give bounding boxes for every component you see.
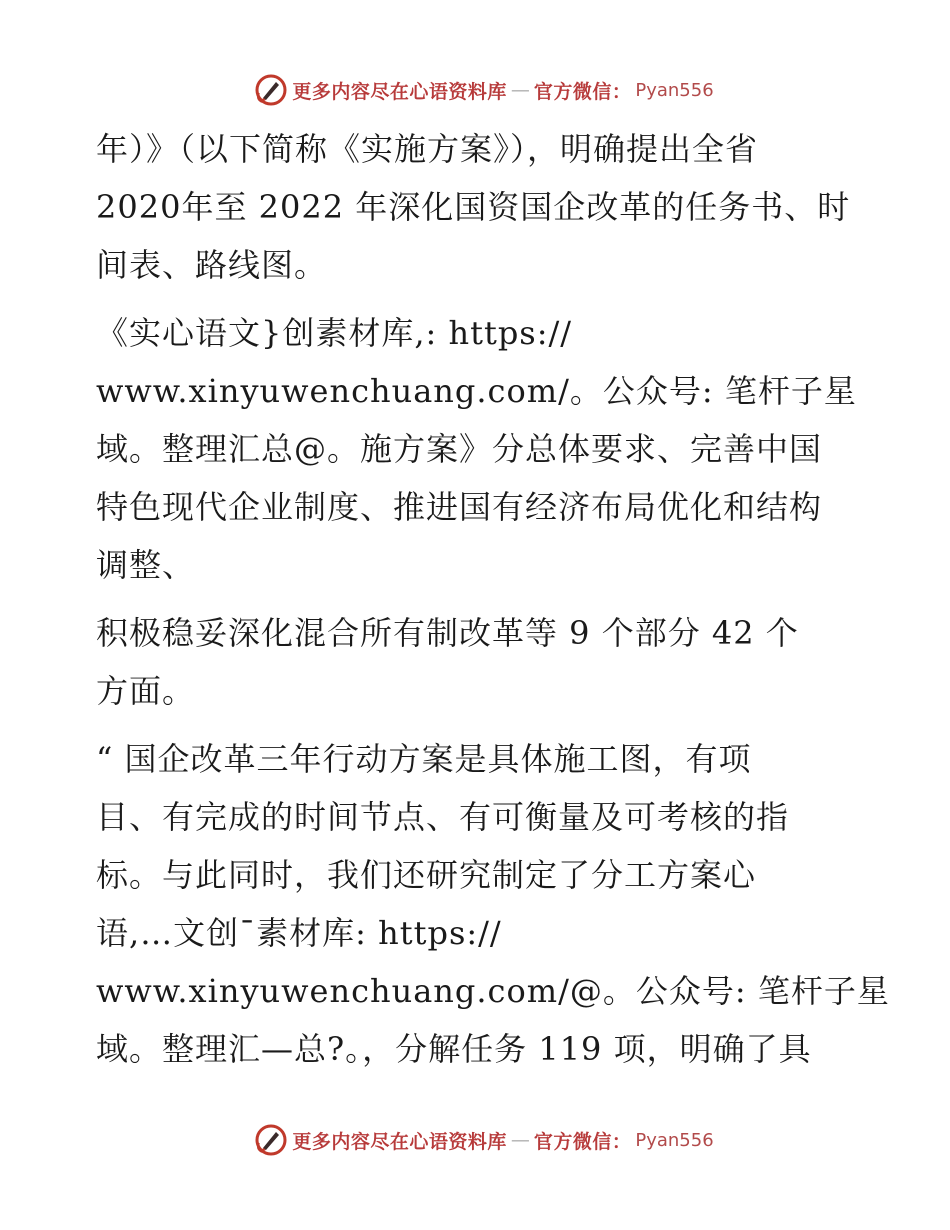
paragraph-gap	[96, 294, 866, 304]
quill-pen-logo-icon	[254, 1123, 288, 1157]
header-brand-text: 更多内容尽在心语资料库	[292, 80, 507, 103]
paragraph-gap	[96, 594, 866, 604]
footer-separator: —	[510, 1129, 530, 1151]
text-line: 特色现代企业制度、推进国有经济布局优化和结构	[96, 488, 823, 526]
text-line: 积极稳妥深化混合所有制改革等 9 个部分 42 个	[96, 614, 799, 652]
quill-pen-logo-icon	[254, 73, 288, 107]
paragraph-4	[96, 730, 890, 1078]
footer-banner-inner	[254, 1123, 713, 1157]
text-line: 域。整理汇—总?。，分解任务 119 项，明确了具	[96, 1030, 812, 1068]
header-wechat-label: 官方微信：	[533, 80, 632, 103]
text-line: 间表、路线图。	[96, 246, 328, 284]
footer-banner	[0, 1120, 950, 1160]
header-banner-inner	[254, 73, 713, 107]
paragraph-2	[96, 304, 866, 594]
text-line: www.xinyuwenchuang.com/。公众号: 笔杆子星	[96, 372, 857, 410]
text-line: 年）》（以下简称《实施方案》），明确提出全省	[96, 130, 759, 168]
text-line: 2020年至 2022 年深化国资国企改革的任务书、时	[96, 188, 851, 226]
text-line: 域。整理汇总@。施方案》分总体要求、完善中国	[96, 430, 823, 468]
paragraph-3	[96, 604, 866, 720]
text-line: 目、有完成的时间节点、有可衡量及可考核的指	[96, 798, 790, 836]
text-line: 语,…文创¯素材库: https://	[96, 914, 502, 952]
text-line: 标。与此同时，我们还研究制定了分工方案心	[96, 856, 757, 894]
text-line: “ 国企改革三年行动方案是具体施工图，有项	[96, 740, 752, 778]
paragraph-1	[96, 120, 866, 294]
paragraph-gap	[96, 720, 866, 730]
footer-brand-text: 更多内容尽在心语资料库	[292, 1130, 507, 1153]
header-banner	[0, 70, 950, 110]
text-line: 调整、	[96, 546, 196, 584]
text-line: 方面。	[96, 672, 196, 710]
document-body	[96, 120, 890, 1078]
header-separator: —	[510, 79, 530, 101]
footer-wechat-label: 官方微信：	[533, 1130, 632, 1153]
text-line: www.xinyuwenchuang.com/@。公众号: 笔杆子星	[96, 972, 890, 1010]
header-wechat-id: Pyan556	[635, 79, 714, 101]
text-line: 《实心语文}创素材库,: https://	[96, 314, 573, 352]
footer-wechat-id: Pyan556	[635, 1129, 714, 1151]
